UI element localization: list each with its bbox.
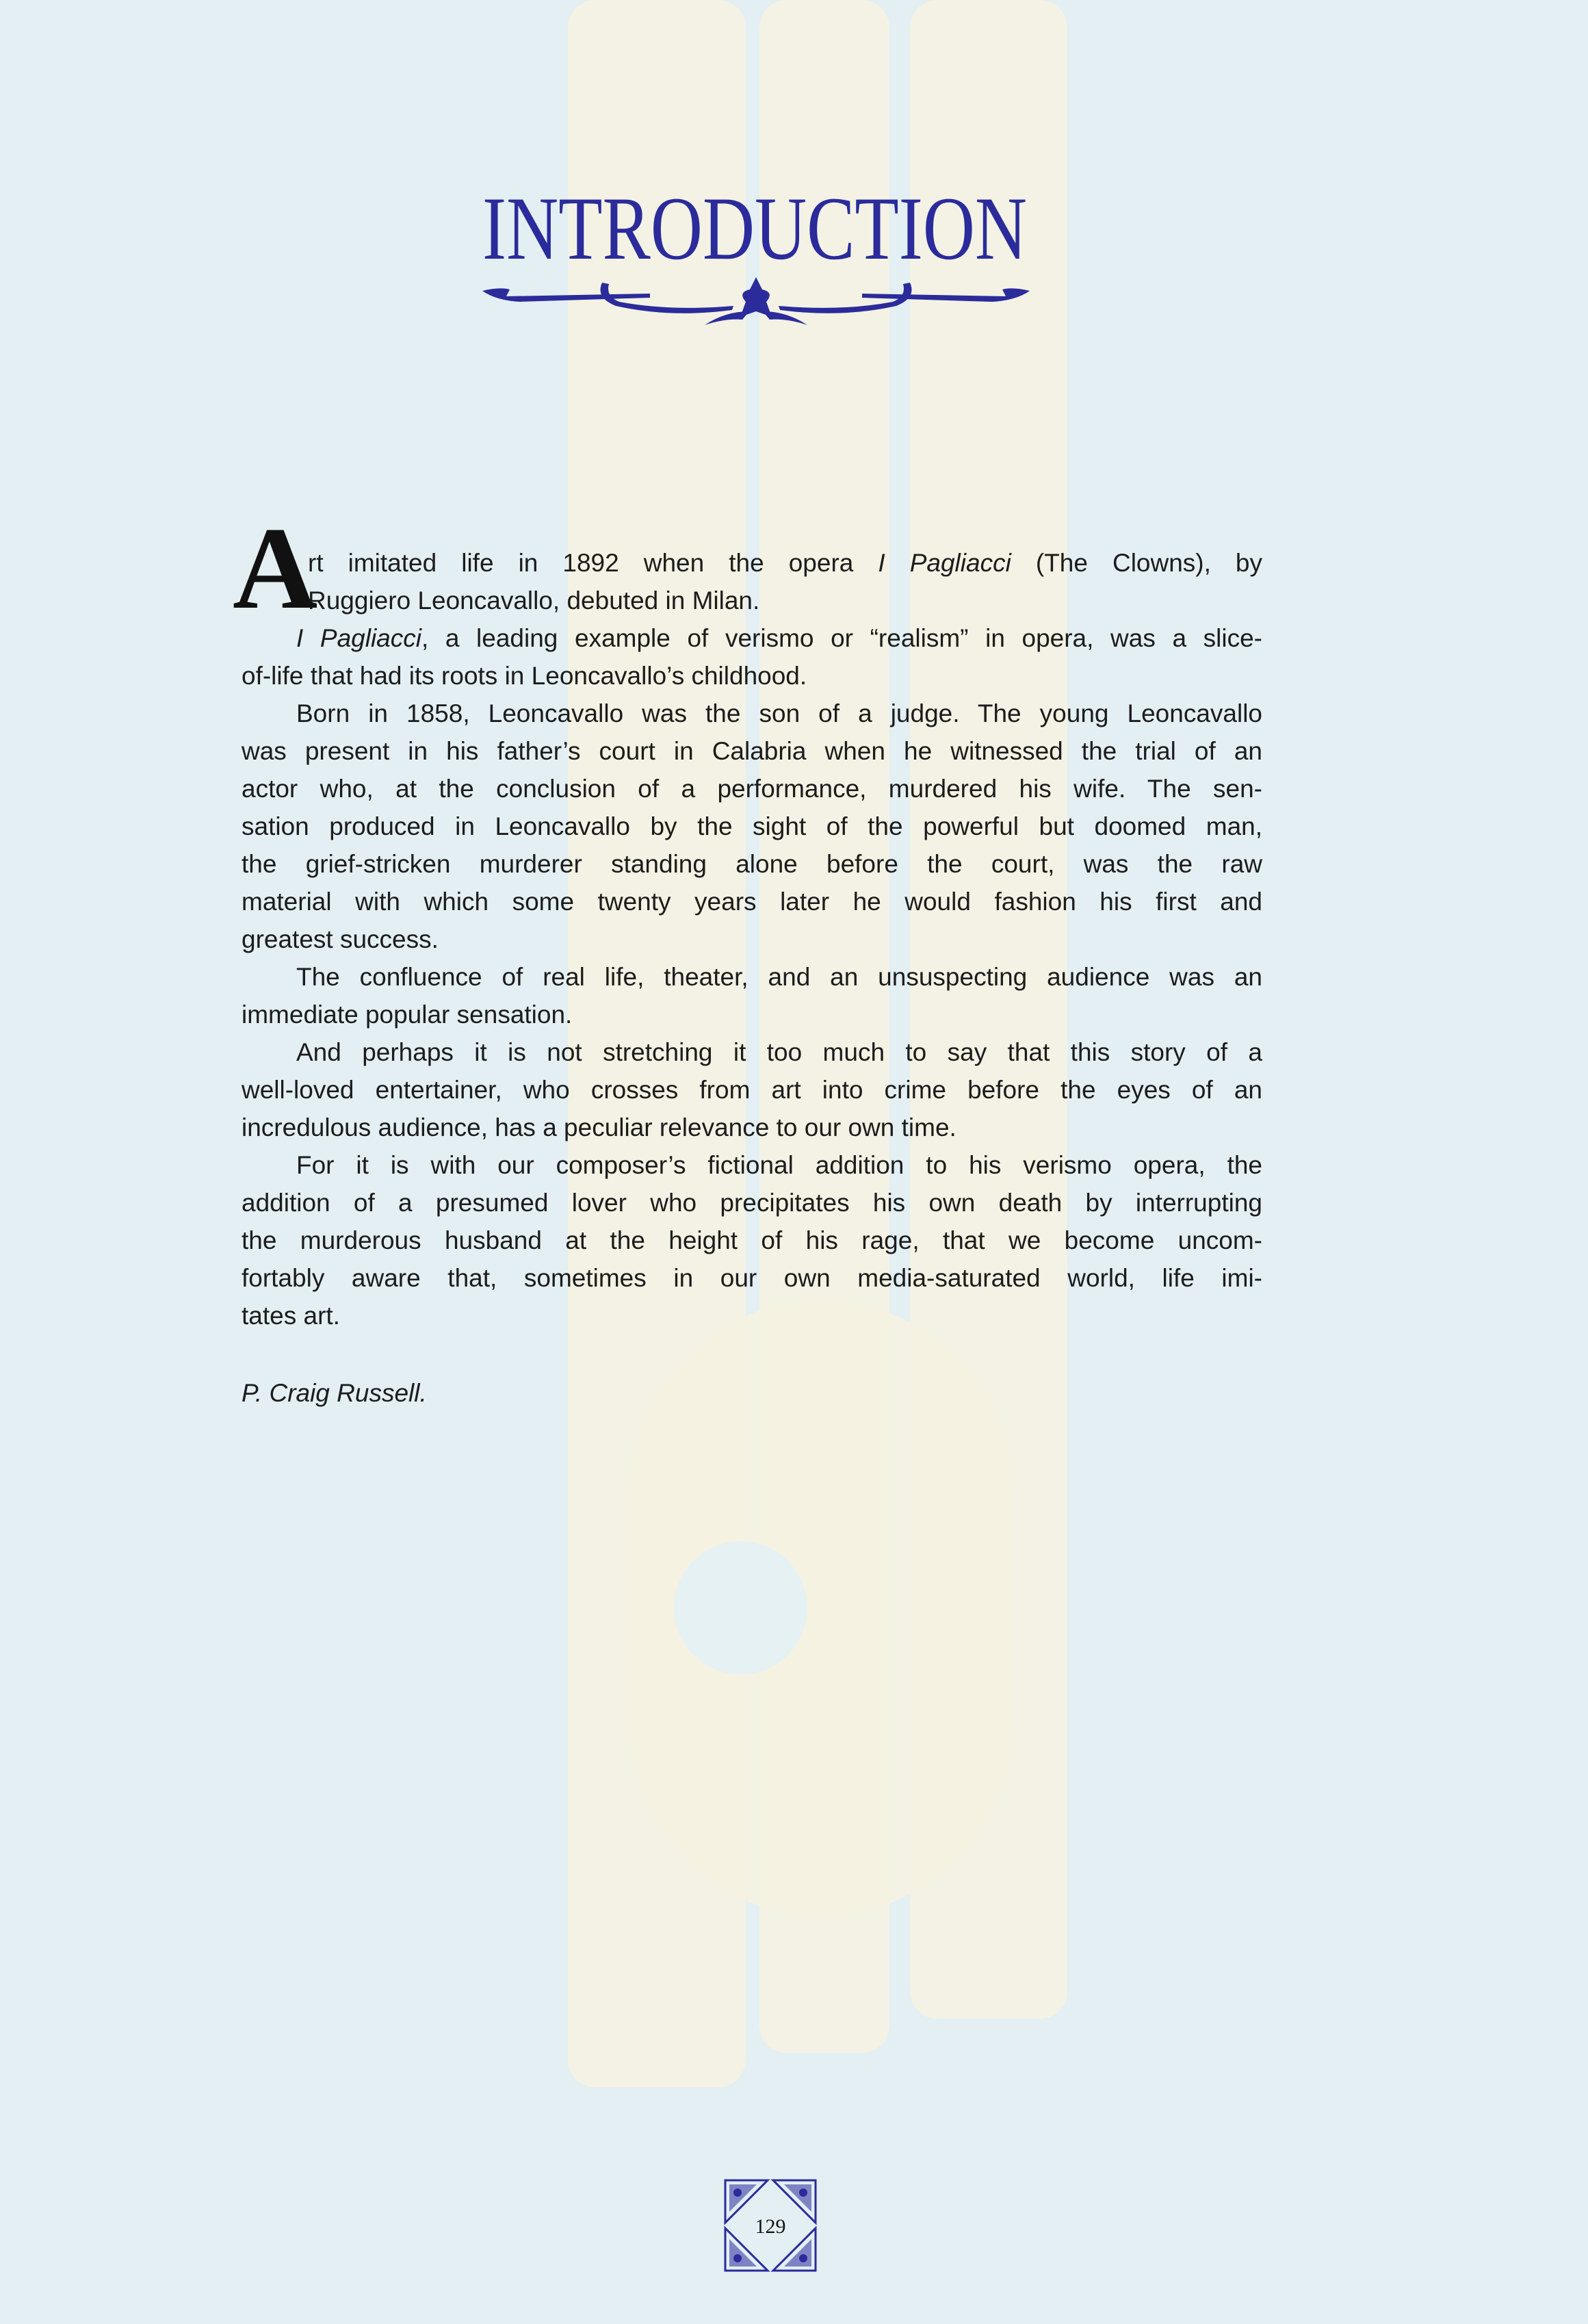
text-segment: sation produced in Leoncavallo by the sight of the powerful but doomed man, bbox=[242, 812, 1262, 840]
text-line bbox=[242, 883, 1262, 920]
text-segment: of-life that had its roots in Leoncavallo’s childhood. bbox=[242, 662, 807, 690]
text-line bbox=[242, 920, 1262, 958]
text-segment: immediate popular sensation. bbox=[242, 1000, 573, 1029]
text-segment: For it is with our composer’s fictional addition to his verismo opera, the bbox=[296, 1151, 1262, 1179]
text-line bbox=[242, 1109, 1262, 1146]
text-line bbox=[242, 1071, 1262, 1109]
text-line bbox=[242, 996, 1262, 1033]
text-segment: greatest success. bbox=[242, 925, 439, 953]
title-ornament-icon bbox=[479, 277, 1033, 332]
text-segment: well-loved entertainer, who crosses from art into crime before the eyes of an bbox=[242, 1076, 1262, 1104]
text-line bbox=[296, 1033, 1262, 1071]
text-line bbox=[242, 1184, 1262, 1222]
text-segment: material with which some twenty years later he would fashion his first and bbox=[242, 888, 1262, 916]
text-segment: Ruggiero Leoncavallo, debuted in Milan. bbox=[308, 586, 760, 615]
moon bbox=[674, 1541, 807, 1675]
text-line bbox=[242, 770, 1262, 808]
text-segment: was present in his father’s court in Calabria when he witnessed the trial of an bbox=[242, 737, 1262, 765]
text-segment: rt imitated life in 1892 when the opera bbox=[308, 549, 878, 577]
text-segment: The confluence of real life, theater, and an unsuspecting audience was an bbox=[296, 963, 1262, 991]
text-line bbox=[296, 1146, 1262, 1184]
italic-text: I Pagliacci bbox=[296, 624, 421, 652]
text-segment: , a leading example of verismo or “realism” in opera, was a slice- bbox=[421, 624, 1262, 652]
text-line bbox=[296, 619, 1262, 657]
text-segment: incredulous audience, has a peculiar relevance to our own time. bbox=[242, 1113, 956, 1141]
page-number-box bbox=[724, 2179, 817, 2272]
text-line bbox=[242, 1259, 1262, 1297]
drop-cap: A bbox=[233, 504, 318, 634]
text-segment: Born in 1858, Leoncavallo was the son of a judge. The young Leoncavallo bbox=[296, 699, 1262, 727]
text-line bbox=[308, 582, 1262, 619]
text-segment: tates art. bbox=[242, 1302, 340, 1330]
text-line bbox=[296, 695, 1262, 732]
text-segment: addition of a presumed lover who precipitates his own death by interrupting bbox=[242, 1189, 1262, 1217]
text-line bbox=[242, 657, 1262, 695]
text-line bbox=[308, 544, 1262, 582]
text-segment: fortably aware that, sometimes in our own media-saturated world, life imi- bbox=[242, 1264, 1262, 1292]
text-line bbox=[242, 808, 1262, 845]
text-segment: the murderous husband at the height of his rage, that we become uncom- bbox=[242, 1226, 1262, 1254]
text-line bbox=[242, 732, 1262, 770]
author-signature: P. Craig Russell. bbox=[242, 1379, 427, 1407]
text-line bbox=[242, 1222, 1262, 1259]
text-segment: And perhaps it is not stretching it too much to say that this story of a bbox=[296, 1038, 1262, 1066]
text-line bbox=[242, 845, 1262, 883]
text-line bbox=[296, 958, 1262, 996]
page-number: 129 bbox=[755, 2215, 786, 2238]
page-title-text: INTRODUCTION bbox=[482, 178, 1027, 274]
text-segment: the grief-stricken murderer standing alone before the court, was the raw bbox=[242, 850, 1262, 878]
text-segment: (The Clowns), by bbox=[1011, 549, 1263, 577]
text-line bbox=[242, 1297, 1262, 1334]
text-segment: actor who, at the conclusion of a performance, murdered his wife. The sen- bbox=[242, 775, 1262, 803]
italic-text: I Pagliacci bbox=[878, 549, 1011, 577]
page-title bbox=[0, 178, 1588, 274]
